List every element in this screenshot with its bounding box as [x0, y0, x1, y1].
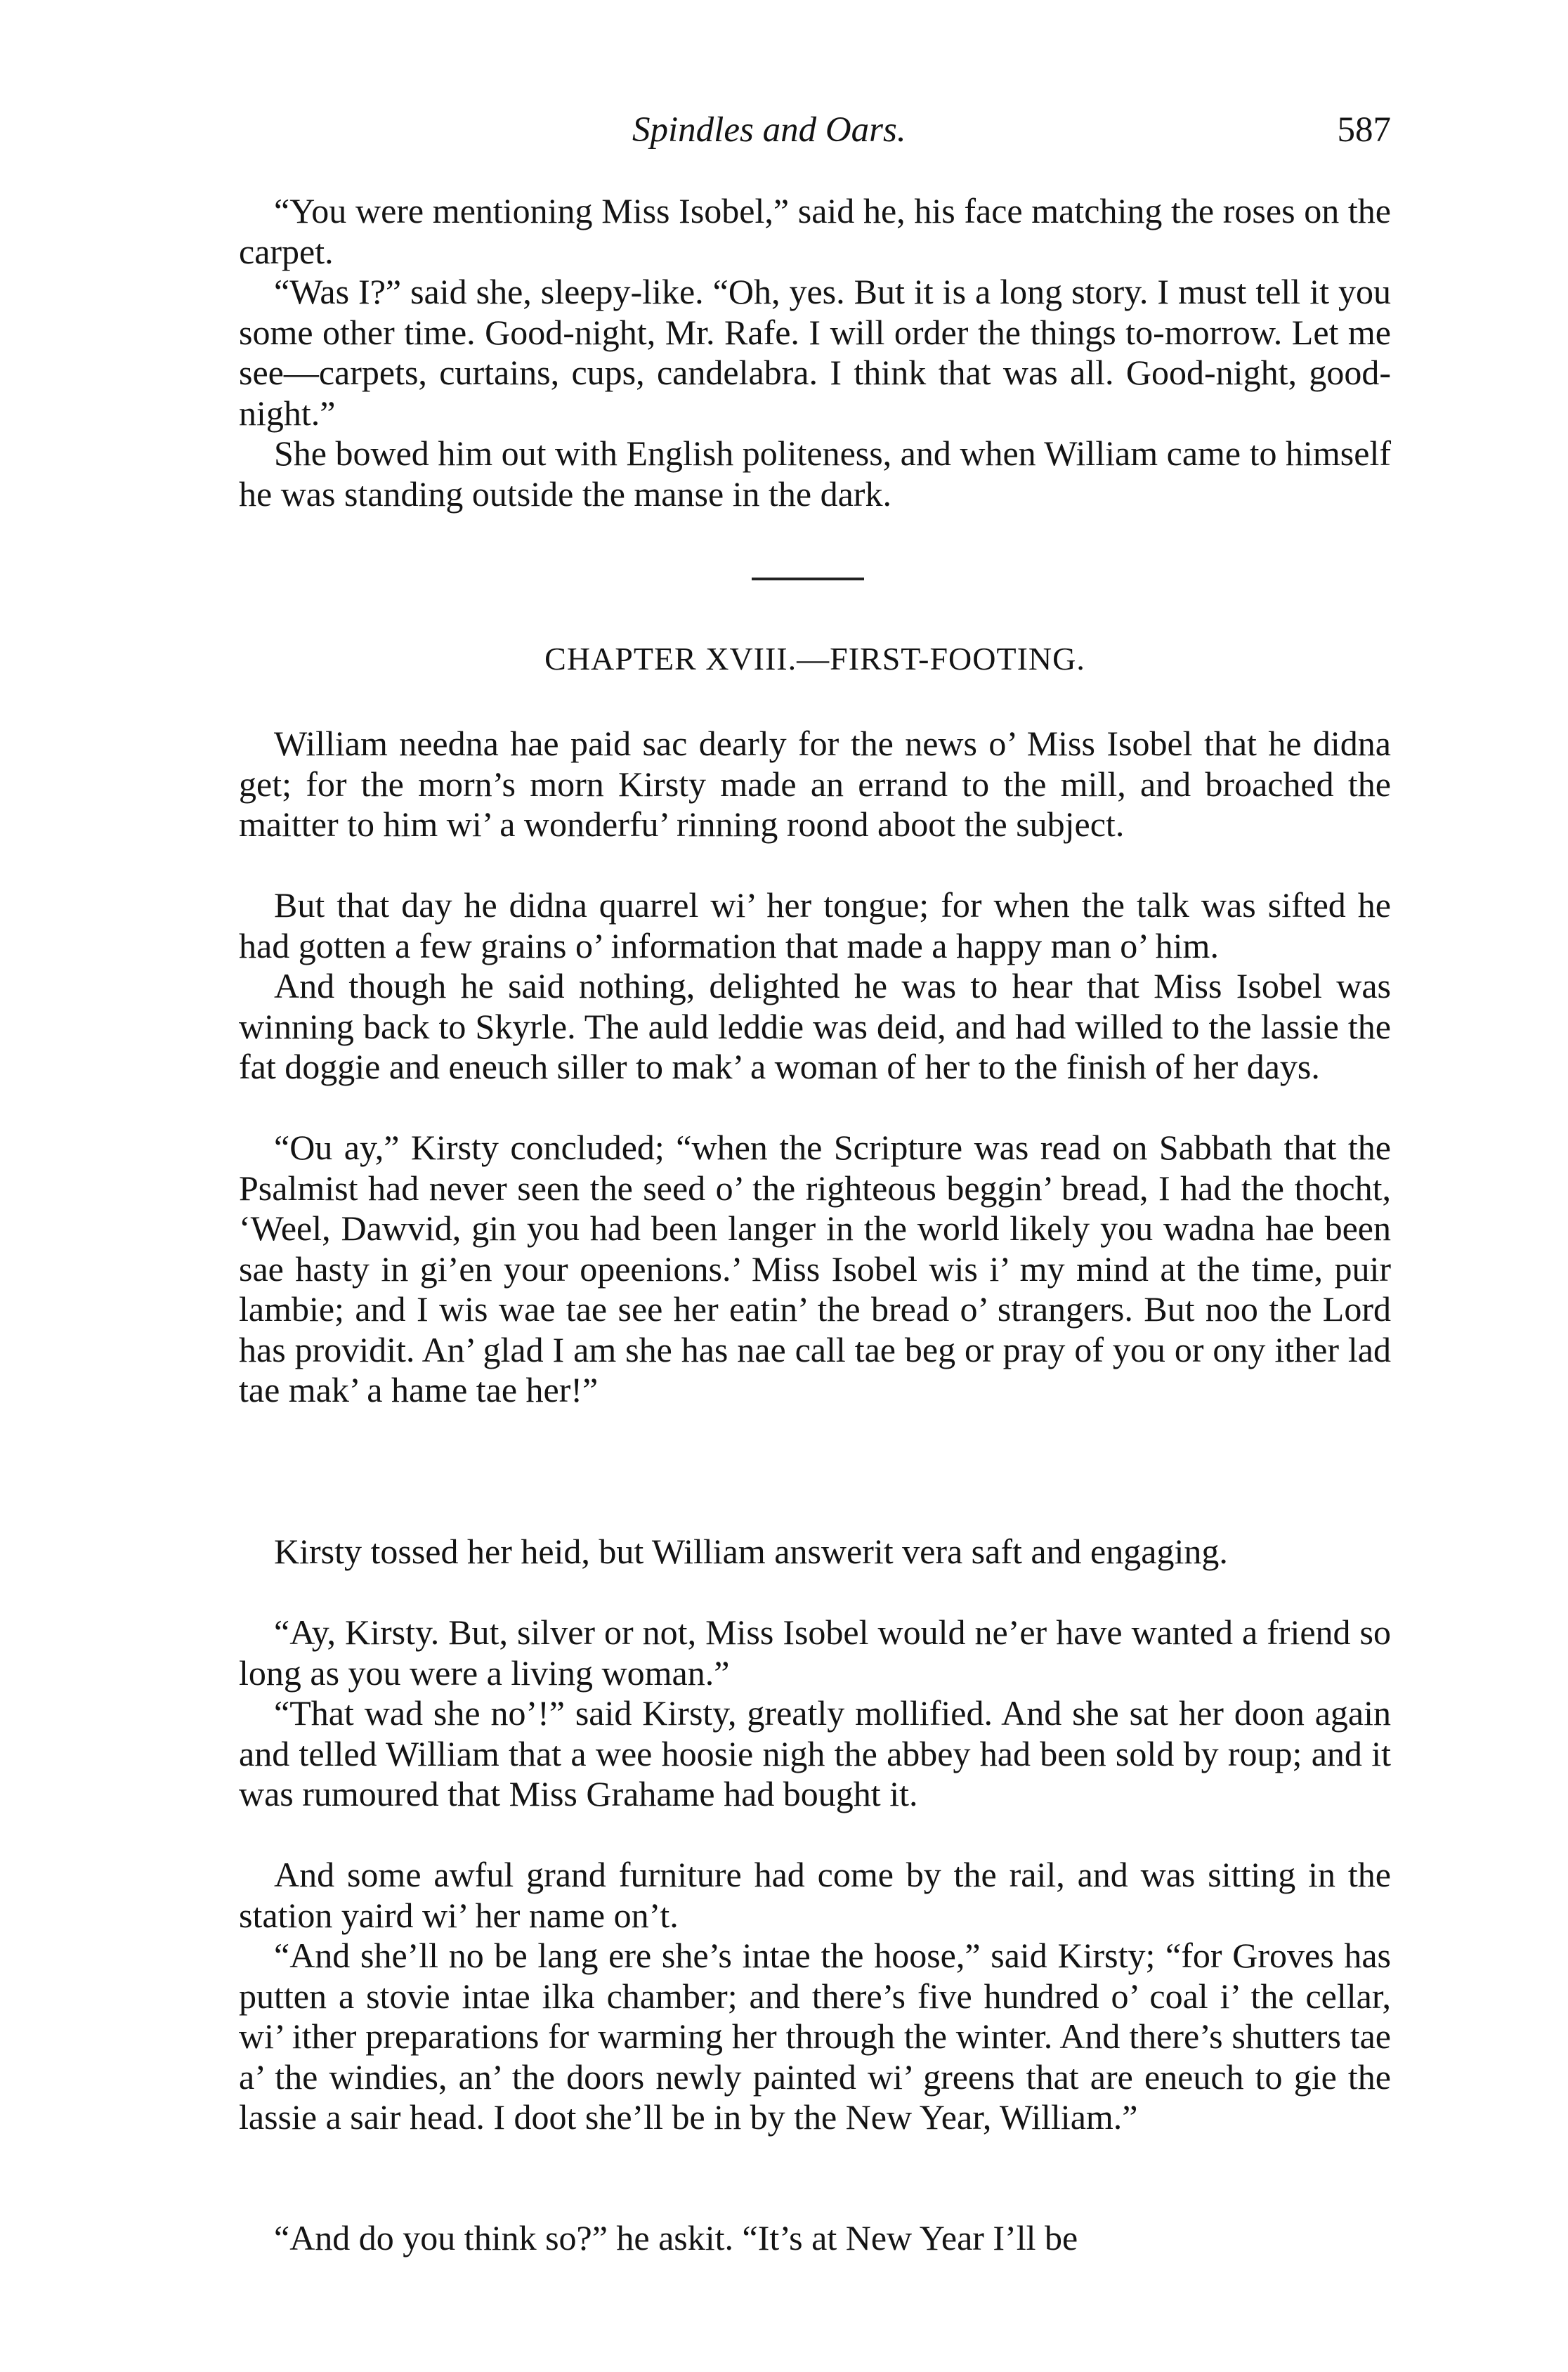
paragraph: But that day he didna quarrel wi’ her tongue; for when the talk was sifted he had gotten a few grains o’ information that made a happy man o’ him. [239, 885, 1391, 965]
page-number: 587 [1337, 110, 1391, 150]
paragraph: “And she’ll no be lang ere she’s intae the hoose,” said Kirsty; “for Groves has putten a stovie intae ilka chamber; and there’s five hundred o’ coal i’ the cellar, wi’ ither preparations for warming her through the winter. And there’s shutters tae a’ the windies, an’ the doors newly painted wi’ greens that are eneuch to gie the lassie a sair head. I doot she’ll be in by the New Year, William.” [239, 1936, 1391, 2137]
paragraph: She bowed him out with English politeness, and when William came to himself he was standing outside the manse in the dark. [239, 434, 1391, 514]
paragraph: And some awful grand furniture had come by the rail, and was sitting in the station yaird wi’ her name on’t. [239, 1855, 1391, 1935]
paragraph: Kirsty tossed her heid, but William answerit vera saft and engaging. [274, 1532, 1228, 1571]
running-title: Spindles and Oars. [632, 110, 906, 150]
chapter-heading: CHAPTER XVIII.—FIRST-FOOTING. [544, 641, 1085, 677]
paragraph: “Ou ay,” Kirsty concluded; “when the Scripture was read on Sabbath that the Psalmist had never seen the seed o’ the righteous beggin’ bread, I had the thocht, ‘Weel, Dawvid, gin you had been langer in the world likely you wadna hae been sae hasty in gi’en your opeenions.’ Miss Isobel wis i’ my mind at the time, puir lambie; and I wis wae tae see her eatin’ the bread o’ strangers. But noo the Lord has providit. An’ glad I am she has nae call tae beg or pray of you or ony ither lad tae mak’ a hame tae her!” [239, 1128, 1391, 1409]
paragraph: “That wad she no’!” said Kirsty, greatly mollified. And she sat her doon again and telled William that a wee hoosie nigh the abbey had been sold by roup; and it was rumoured that Miss Grahame had bought it. [239, 1693, 1391, 1813]
paragraph: “And do you think so?” he askit. “It’s at New Year I’ll be [274, 2218, 1078, 2257]
paragraph: “Was I?” said she, sleepy-like. “Oh, yes. But it is a long story. I must tell it you some other time. Good-night, Mr. Rafe. I will order the things to-morrow. Let me see—carpets, curtains, cups, candelabra. I think that was all. Good-night, good-night.” [239, 272, 1391, 433]
paragraph: And though he said nothing, delighted he was to hear that Miss Isobel was winning back to Skyrle. The auld leddie was deid, and had willed to the lassie the fat doggie and eneuch siller to mak’ a woman of her to the finish of her days. [239, 966, 1391, 1086]
paragraph: “You were mentioning Miss Isobel,” said he, his face matching the roses on the carpet. [239, 191, 1391, 271]
paragraph: William needna hae paid sac dearly for the news o’ Miss Isobel that he didna get; for the morn’s morn Kirsty made an errand to the mill, and broached the maitter to him wi’ a wonderfu’ rinning roond aboot the subject. [239, 724, 1391, 844]
section-divider [752, 578, 864, 580]
paragraph: “Ay, Kirsty. But, silver or not, Miss Isobel would ne’er have wanted a friend so long as you were a living woman.” [239, 1612, 1391, 1693]
page-header [239, 98, 1391, 162]
